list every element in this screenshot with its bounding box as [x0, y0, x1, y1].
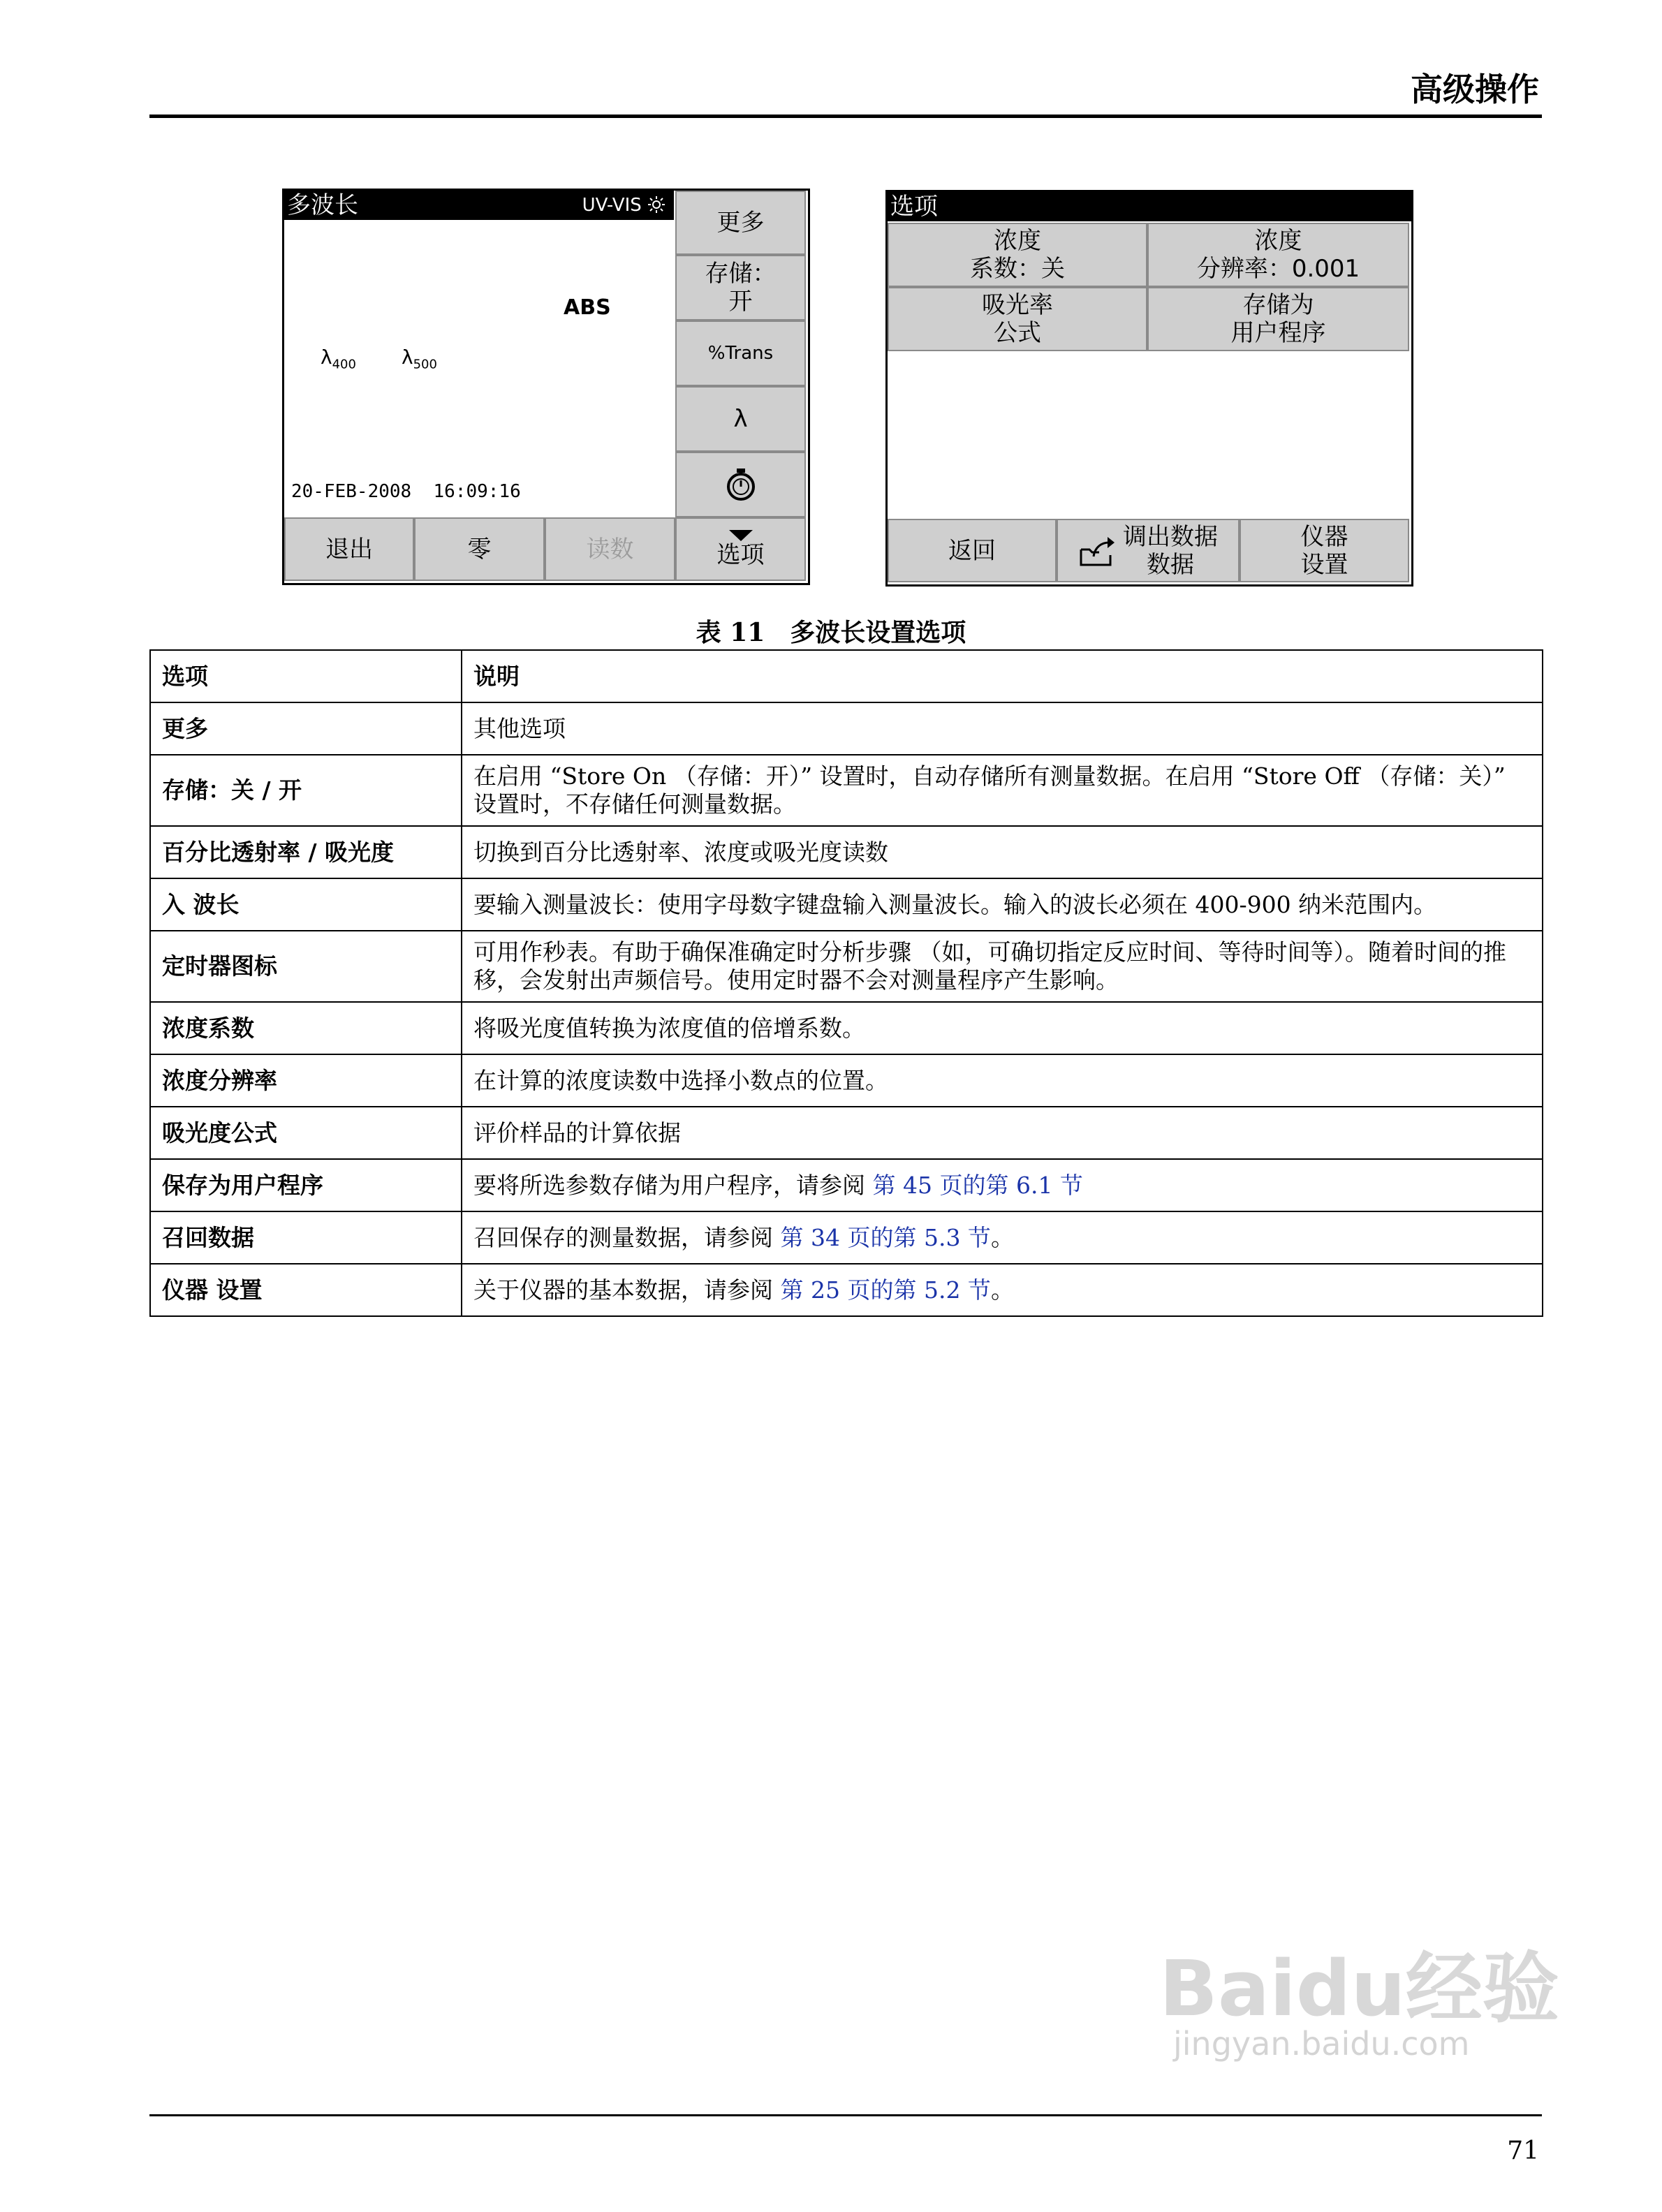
options-button-label: 选项	[716, 540, 765, 569]
triangle-down-icon	[729, 530, 753, 541]
option-cell: 浓度分辨率	[150, 1054, 462, 1107]
page-number: 71	[1507, 2137, 1539, 2165]
wavelength-1: $\lambda_{400}$	[321, 346, 356, 372]
description-cell	[462, 702, 1543, 755]
lamp-mode-label: UV-VIS	[582, 195, 642, 216]
description-cell	[462, 878, 1543, 931]
option-cell: 保存为用户程序	[150, 1159, 462, 1211]
description-cell	[462, 1264, 1543, 1316]
lamp-mode	[582, 191, 665, 220]
description-cell	[462, 1002, 1543, 1054]
instrument-line1: 仪器	[1300, 522, 1348, 551]
percent-trans-label: %Trans	[707, 343, 774, 364]
table-row	[150, 755, 1543, 826]
option-cell: 入 波长	[150, 878, 462, 931]
baidu-watermark-url: jingyan.baidu.com	[1173, 2025, 1470, 2063]
table-row	[150, 702, 1543, 755]
instrument-setup-button[interactable]	[1240, 519, 1409, 582]
options-table	[149, 649, 1543, 1317]
save-as-line1: 存储为	[1242, 291, 1314, 319]
table-caption: 表 11 多波长设置选项	[696, 618, 966, 647]
table-row	[150, 1002, 1543, 1054]
zero-button-label: 零	[467, 535, 492, 563]
recall-line2: 数据	[1147, 550, 1194, 579]
table-row	[150, 931, 1543, 1002]
more-button[interactable]	[675, 191, 806, 255]
multi-wavelength-screen	[282, 189, 810, 585]
conc-resolution-line2: 分辨率：0.001	[1196, 255, 1360, 283]
table-row	[150, 1107, 1543, 1159]
description-text: 切换到百分比透射率、浓度或吸光度读数	[473, 838, 888, 866]
store-label-line1: 存储：	[705, 260, 777, 288]
timer-icon	[725, 467, 757, 502]
description-text: 将吸光度值转换为浓度值的倍增系数。	[473, 1014, 865, 1042]
conc-factor-button[interactable]	[888, 223, 1147, 287]
description-cell	[462, 1107, 1543, 1159]
description-cell	[462, 755, 1543, 826]
conc-resolution-button[interactable]	[1147, 223, 1409, 287]
description-tail: 。	[990, 1223, 1014, 1251]
option-cell: 吸光度公式	[150, 1107, 462, 1159]
description-cell	[462, 1211, 1543, 1264]
description-text: 召回保存的测量数据，请参阅	[473, 1223, 773, 1251]
table-row	[150, 878, 1543, 931]
section-link[interactable]: 第 34 页的第 5.3 节	[780, 1223, 991, 1251]
read-button-label: 读数	[586, 535, 634, 563]
time: 16:09:16	[433, 481, 521, 502]
options-title: 选项	[890, 193, 938, 221]
description-text: 评价样品的计算依据	[473, 1119, 681, 1146]
options-title-bar	[888, 192, 1411, 221]
save-as-line2: 用户程序	[1230, 319, 1326, 347]
option-cell: 召回数据	[150, 1211, 462, 1264]
option-cell: 仪器 设置	[150, 1264, 462, 1316]
back-button[interactable]	[888, 519, 1057, 582]
page-header-title: 高级操作	[1411, 71, 1539, 108]
table-body	[150, 702, 1543, 1316]
description-cell	[462, 826, 1543, 878]
description-text: 要输入测量波长：使用字母数字键盘输入测量波长。输入的波长必须在 400-900 纳米范围内。	[473, 890, 1437, 918]
table-row	[150, 1159, 1543, 1211]
table-row	[150, 1054, 1543, 1107]
recall-data-label	[1123, 523, 1218, 579]
recall-data-button[interactable]	[1057, 519, 1240, 582]
table-header-row	[150, 650, 1543, 702]
table-row	[150, 1264, 1543, 1316]
zero-button[interactable]	[414, 517, 545, 581]
save-as-user-program-button[interactable]	[1147, 287, 1409, 351]
conc-resolution-line1: 浓度	[1254, 227, 1302, 255]
abs-label: ABS	[564, 295, 611, 320]
screen-title-bar	[284, 191, 674, 220]
screen-title: 多波长	[287, 191, 358, 219]
abs-formula-line1: 吸光率	[982, 291, 1053, 319]
wavelength-1-value: 400	[332, 357, 356, 372]
abs-formula-button[interactable]	[888, 287, 1147, 351]
percent-trans-button[interactable]	[675, 320, 806, 386]
description-text: 在计算的浓度读数中选择小数点的位置。	[473, 1066, 888, 1094]
option-cell: 浓度系数	[150, 1002, 462, 1054]
header-description: 说明	[462, 650, 1543, 702]
more-button-label: 更多	[716, 209, 765, 237]
export-folder-icon	[1078, 534, 1116, 568]
description-cell	[462, 1054, 1543, 1107]
table-row	[150, 826, 1543, 878]
description-text: 可用作秒表。有助于确保准确定时分析步骤 （如，可确切指定反应时间、等待时间等）。随着时间的推移，会发射出声频信号。使用定时器不会对测量程序产生影响。	[473, 938, 1506, 994]
header-rule	[149, 115, 1542, 118]
conc-factor-line1: 浓度	[994, 227, 1041, 255]
date: 20-FEB-2008	[291, 481, 412, 502]
option-cell: 百分比透射率 / 吸光度	[150, 826, 462, 878]
description-text: 在启用 “Store On （存储：开）” 设置时，自动存储所有测量数据。在启用 “Store Off （存储：关）” 设置时，不存储任何测量数据。	[473, 762, 1506, 818]
baidu-watermark: Baidu经验	[1159, 1944, 1559, 2033]
description-text: 关于仪器的基本数据，请参阅	[473, 1276, 773, 1304]
back-button-label: 返回	[948, 536, 996, 565]
wavelength-button[interactable]	[675, 386, 806, 452]
conc-factor-line2: 系数：关	[970, 255, 1065, 283]
wavelength-2: $\lambda_{500}$	[402, 346, 437, 372]
option-cell: 存储：关 / 开	[150, 755, 462, 826]
option-cell: 更多	[150, 702, 462, 755]
section-link[interactable]: 第 25 页的第 5.2 节	[780, 1276, 991, 1304]
timer-button[interactable]	[675, 452, 806, 517]
description-text: 要将所选参数存储为用户程序，请参阅	[473, 1171, 865, 1199]
description-cell	[462, 1159, 1543, 1211]
option-cell: 定时器图标	[150, 931, 462, 1002]
options-screen	[885, 190, 1413, 587]
description-cell	[462, 931, 1543, 1002]
table-row	[150, 1211, 1543, 1264]
description-tail: 。	[990, 1276, 1014, 1304]
options-button[interactable]	[675, 517, 806, 581]
lamp-sun-icon	[647, 196, 665, 214]
section-link[interactable]: 第 45 页的第 6.1 节	[872, 1171, 1083, 1199]
exit-button-label: 退出	[325, 535, 373, 563]
datetime	[291, 481, 521, 502]
store-label-line2: 开	[728, 288, 753, 316]
footer-rule	[149, 2114, 1542, 2116]
description-text: 其他选项	[473, 714, 566, 742]
recall-line1: 调出数据	[1123, 522, 1218, 551]
store-toggle-button[interactable]	[675, 255, 806, 320]
exit-button[interactable]	[284, 517, 414, 581]
wavelength-2-value: 500	[413, 357, 437, 372]
instrument-line2: 设置	[1300, 550, 1348, 579]
lambda-label: λ	[733, 405, 748, 433]
header-option: 选项	[150, 650, 462, 702]
abs-formula-line2: 公式	[994, 319, 1041, 347]
read-button[interactable]	[545, 517, 675, 581]
